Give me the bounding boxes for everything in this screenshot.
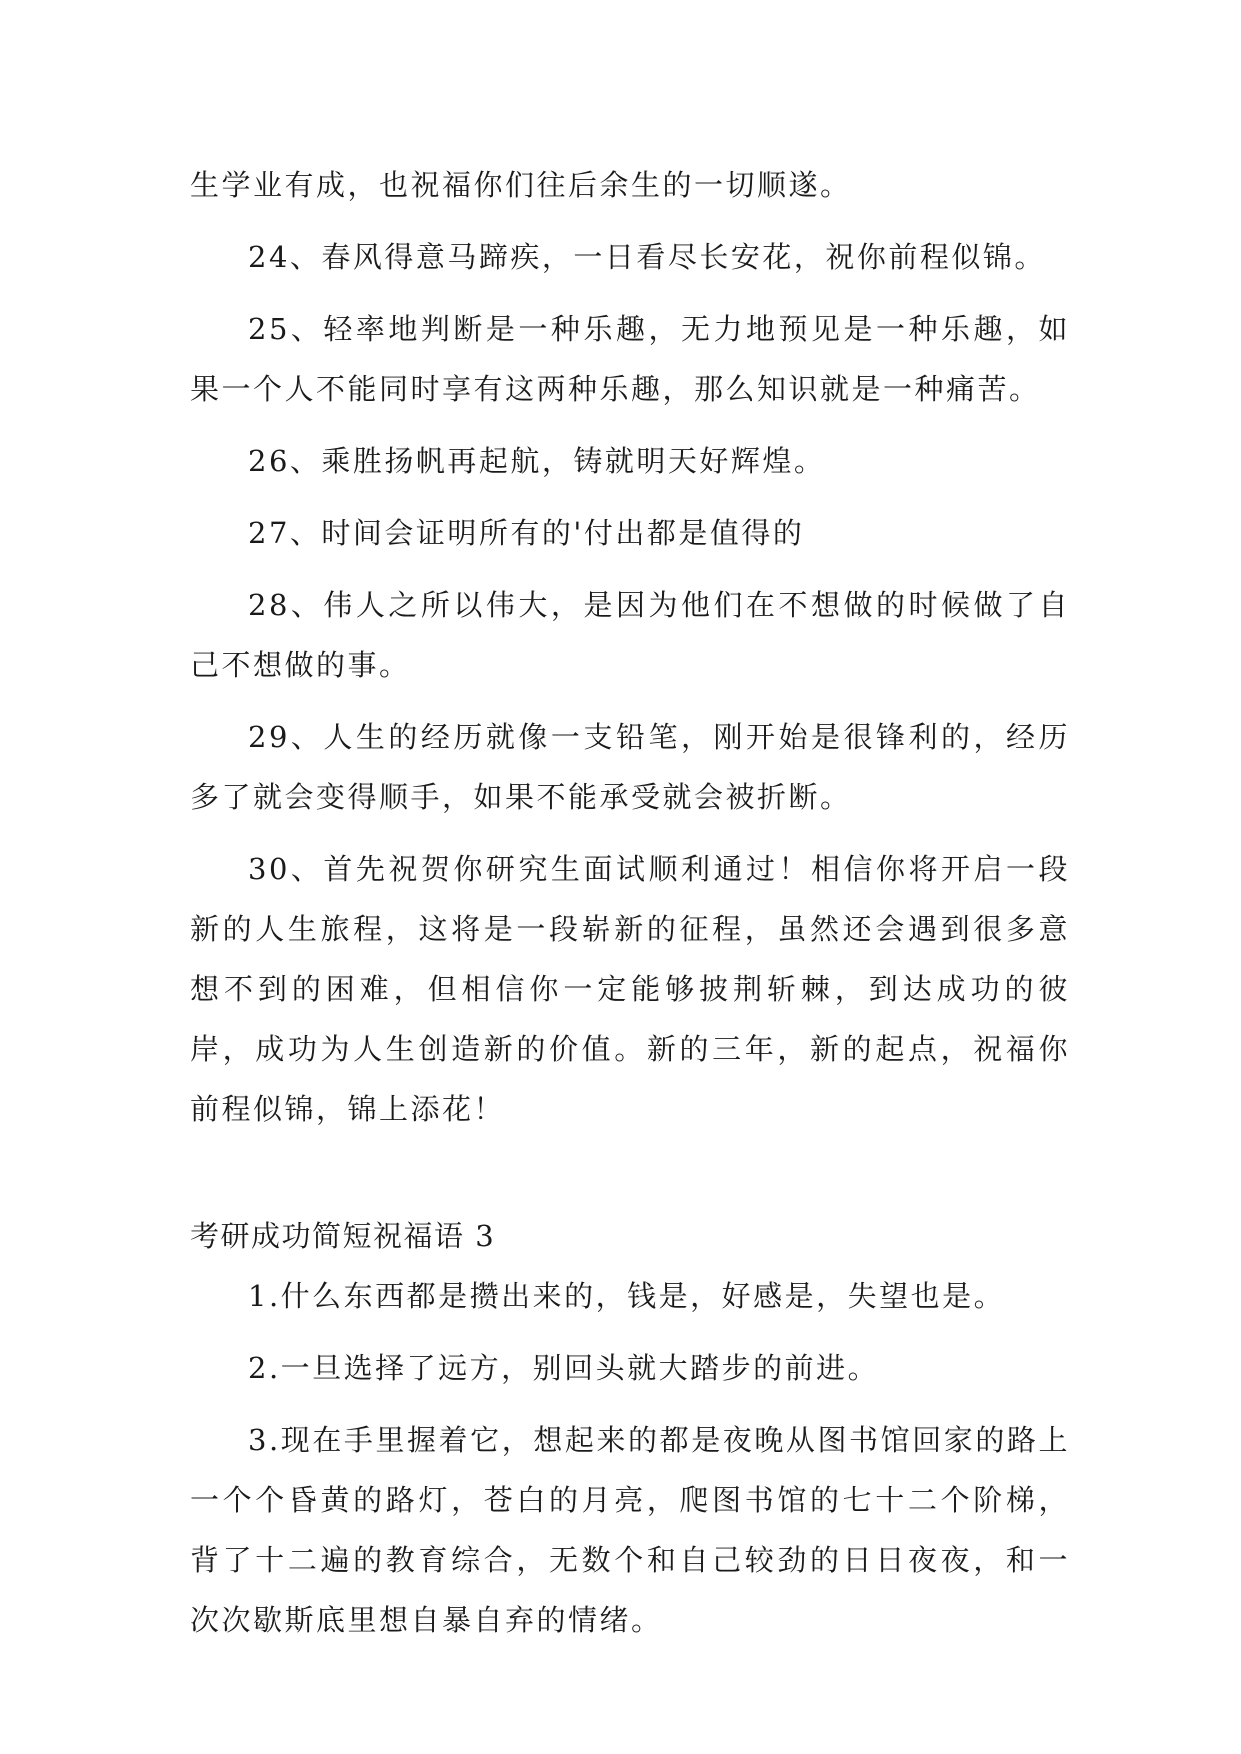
section-heading: 考研成功简短祝福语 3 <box>190 1219 496 1253</box>
paragraph-1: 1.什么东西都是攒出来的，钱是，好感是，失望也是。 <box>248 1279 1006 1313</box>
paragraph-29: 29、人生的经历就像一支铅笔，刚开始是很锋利的，经历多了就会变得顺手，如果不能承受就会被折断。 <box>190 720 1070 814</box>
paragraph-24: 24、春风得意马蹄疾，一日看尽长安花，祝你前程似锦。 <box>248 240 1046 274</box>
paragraph-28: 28、伟人之所以伟大，是因为他们在不想做的时候做了自己不想做的事。 <box>190 588 1070 682</box>
paragraph-continuation: 生学业有成，也祝福你们往后余生的一切顺遂。 <box>190 168 852 202</box>
paragraph-26: 26、乘胜扬帆再起航，铸就明天好辉煌。 <box>248 444 826 478</box>
paragraph-30: 30、首先祝贺你研究生面试顺利通过！相信你将开启一段新的人生旅程，这将是一段崭新的征程，虽然还会遇到很多意想不到的困难，但相信你一定能够披荆斩棘，到达成功的彼岸，成功为人生创造新的价值。新的三年，新的起点，祝福你前程似锦，锦上添花！ <box>190 852 1070 1126</box>
document-body <box>190 155 1070 1662</box>
paragraph-2: 2.一旦选择了远方，别回头就大踏步的前进。 <box>248 1351 880 1385</box>
paragraph-27: 27、时间会证明所有的'付出都是值得的 <box>248 516 805 550</box>
paragraph-25: 25、轻率地判断是一种乐趣，无力地预见是一种乐趣，如果一个人不能同时享有这两种乐趣，那么知识就是一种痛苦。 <box>190 312 1070 406</box>
paragraph-3: 3.现在手里握着它，想起来的都是夜晚从图书馆回家的路上一个个昏黄的路灯，苍白的月亮，爬图书馆的七十二个阶梯，背了十二遍的教育综合，无数个和自己较劲的日日夜夜，和一次次歇斯底里想自暴自弃的情绪。 <box>190 1423 1070 1637</box>
